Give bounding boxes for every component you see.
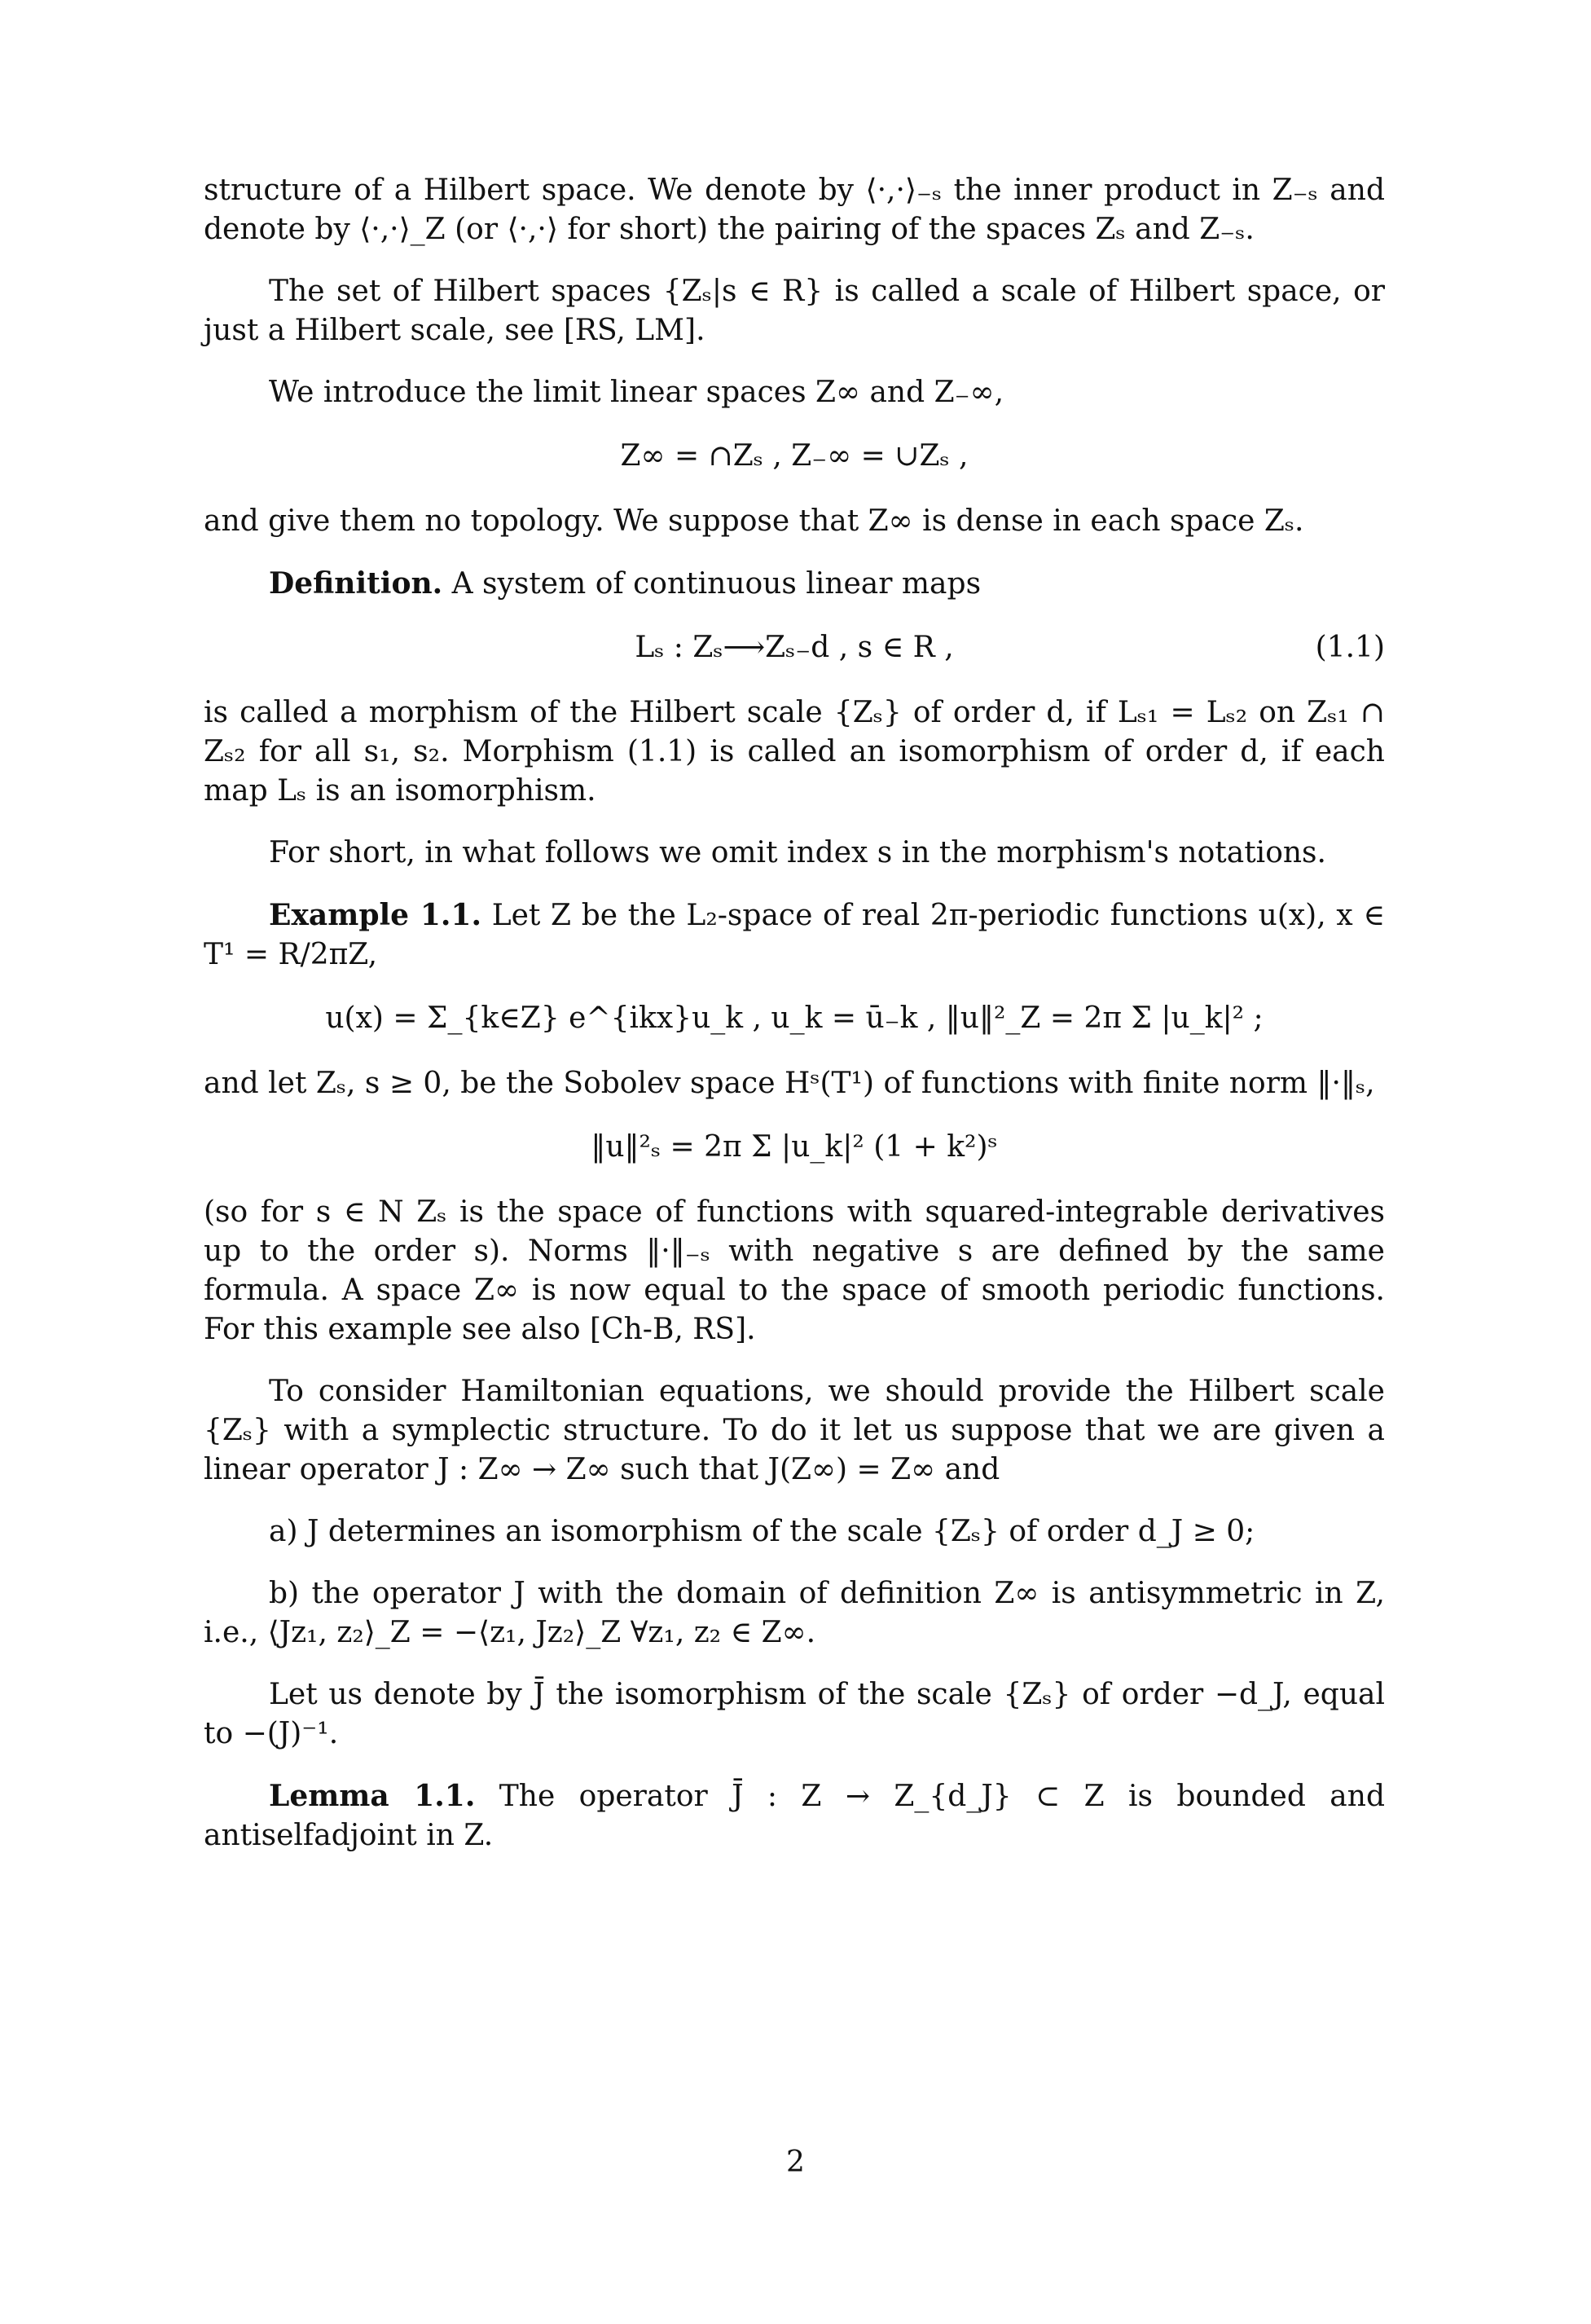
paragraph-6: For short, in what follows we omit index s in the morphism's notations. <box>269 836 1326 869</box>
paragraph-10: a) J determines an isomorphism of the scale {Zₛ} of order d_J ≥ 0; <box>269 1515 1255 1548</box>
equation-sobolev-norm: ‖u‖²ₛ = 2π Σ |u_k|² (1 + k²)ˢ <box>591 1130 998 1164</box>
definition <box>204 564 1385 604</box>
paragraph-9: To consider Hamiltonian equations, we should provide the Hilbert scale {Zₛ} with a symplectic structure. To do it let us suppose that we are given a linear operator J : Z∞ → Z∞ such that J(Z∞) = Z∞ and <box>204 1375 1385 1486</box>
paragraph-2: The set of Hilbert spaces {Zₛ|s ∈ R} is called a scale of Hilbert space, or just a Hilbert scale, see [RS, LM]. <box>204 275 1385 347</box>
example-text: Let Z be the L₂-space of real 2π-periodic functions u(x), x ∈ T¹ = R/2πZ, <box>204 899 1385 971</box>
page-body <box>204 171 1385 1878</box>
example-heading: Example 1.1. <box>269 898 482 932</box>
paragraph-5: is called a morphism of the Hilbert scale {Zₛ} of order d, if Lₛ₁ = Lₛ₂ on Zₛ₁ ∩ Zₛ₂ for all s₁, s₂. Morphism (1.1) is called an isomorphism of order d, if each map Lₛ is an isomorphism. <box>204 696 1385 808</box>
paragraph-4: and give them no topology. We suppose that Z∞ is dense in each space Zₛ. <box>204 504 1304 538</box>
equation-1-1-body: Lₛ : Zₛ⟶Zₛ₋d , s ∈ R , <box>635 631 954 664</box>
example <box>204 896 1385 975</box>
paragraph-12: Let us denote by J̄ the isomorphism of the scale {Zₛ} of order −d_J, equal to −(J)⁻¹. <box>204 1678 1385 1750</box>
equation-fourier: u(x) = Σ_{k∈Z} e^{ikx}u_k , u_k = ū₋k , ‖u‖²_Z = 2π Σ |u_k|² ; <box>325 1001 1264 1035</box>
equation-limit-spaces: Z∞ = ∩Zₛ , Z₋∞ = ∪Zₛ , <box>620 439 969 473</box>
definition-text: A system of continuous linear maps <box>442 567 982 601</box>
paragraph-1: structure of a Hilbert space. We denote by ⟨·,·⟩₋ₛ the inner product in Z₋ₛ and denote by ⟨·,·⟩_Z (or ⟨·,·⟩ for short) the pairing of the spaces Zₛ and Z₋ₛ. <box>204 174 1385 246</box>
page-number: 2 <box>786 2146 805 2179</box>
equation-number: (1.1) <box>1315 631 1385 664</box>
definition-heading: Definition. <box>269 566 443 601</box>
paragraph-3: We introduce the limit linear spaces Z∞ and Z₋∞, <box>269 376 1004 409</box>
lemma-heading: Lemma 1.1. <box>269 1779 476 1813</box>
lemma <box>204 1776 1385 1855</box>
paragraph-11: b) the operator J with the domain of definition Z∞ is antisymmetric in Z, i.e., ⟨Jz₁, z₂⟩_Z = −⟨z₁, Jz₂⟩_Z ∀z₁, z₂ ∈ Z∞. <box>204 1577 1385 1649</box>
equation-1-1 <box>204 628 1385 667</box>
lemma-text: The operator J̄ : Z → Z_{d_J} ⊂ Z is bounded and antiselfadjoint in Z. <box>204 1780 1385 1852</box>
paragraph-7: and let Zₛ, s ≥ 0, be the Sobolev space Hˢ(T¹) of functions with finite norm ‖·‖ₛ, <box>204 1067 1375 1100</box>
paragraph-8: (so for s ∈ N Zₛ is the space of functions with squared-integrable derivatives up to the order s). Norms ‖·‖₋ₛ with negative s are defined by the same formula. A space Z∞ is now equal to the space of smooth periodic functions. For this example see also [Ch-B, RS]. <box>204 1195 1385 1346</box>
